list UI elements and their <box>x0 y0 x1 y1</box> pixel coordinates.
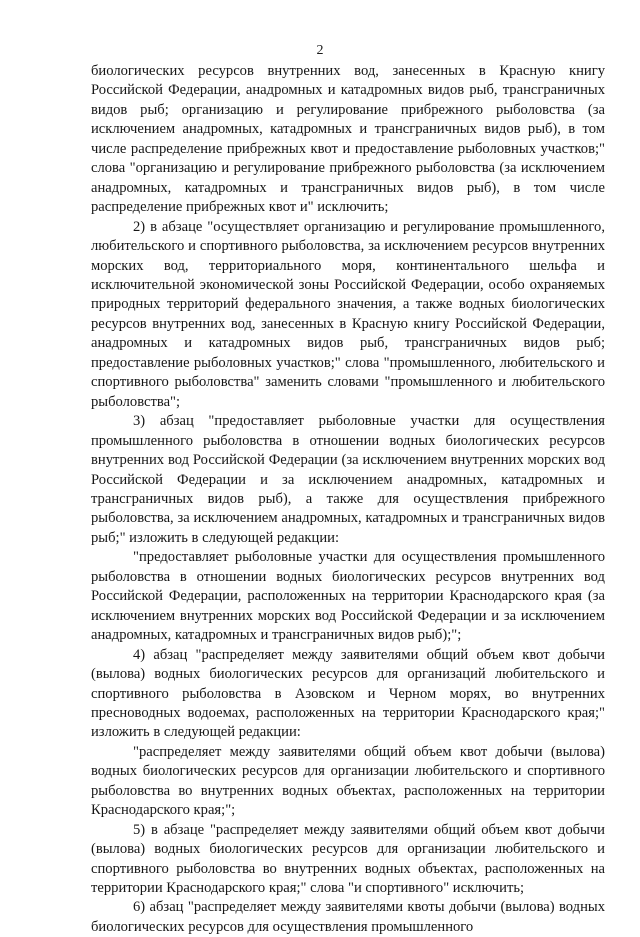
paragraph-item-4: 4) абзац "распределяет между заявителями общий объем квот добычи (вылова) водных биологических ресурсов для организаций любительского и спортивного рыболовства в Азовском и Черном морях, во внутренних пресноводных водоемах, расположенных на территории Краснодарского края;" изложить в следующей редакции: <box>91 646 605 741</box>
document-body <box>91 62 605 937</box>
paragraph-continuation: биологических ресурсов внутренних вод, занесенных в Красную книгу Российской Федерации, анадромных и катадромных видов рыб, трансграничных видов рыб; организацию и регулирование прибрежного рыболовства (за исключением анадромных, катадромных и трансграничных видов рыб), в том числе распределение прибрежных квот и предоставление рыболовных участков;" слова "организацию и регулирование прибрежного рыболовства (за исключением анадромных, катадромных и трансграничных видов рыб), в том числе распределение прибрежных квот и" исключить; <box>91 63 605 216</box>
paragraph-quote-4: "распределяет между заявителями общий объем квот добычи (вылова) водных биологических ресурсов для организации любительского и спортивного рыболовства во внутренних водных объектах, расположенных на территории Краснодарского края;"; <box>91 743 605 819</box>
paragraph-item-2: 2) в абзаце "осуществляет организацию и регулирование промышленного, любительского и спортивного рыболовства, за исключением ресурсов внутренних морских вод, территориального моря, континентального шельфа и исключительной экономической зоны Российской Федерации, особо охраняемых природных территорий федерального значения, а также водных биологических ресурсов внутренних вод, занесенных в Красную книгу Российской Федерации, анадромных и катадромных видов рыб, трансграничных видов рыб; предоставление рыболовных участков;" слова "промышленного, любительского и спортивного рыболовства" заменить словами "промышленного и любительского рыболовства"; <box>91 218 605 410</box>
paragraph-item-3: 3) абзац "предоставляет рыболовные участки для осуществления промышленного рыболовства в отношении водных биологических ресурсов внутренних вод Российской Федерации (за исключением внутренних морских вод Российской Федерации и за исключением анадромных, катадромных и трансграничных видов рыб), а также для осуществления прибрежного рыболовства, за исключением анадромных, катадромных и трансграничных видов рыб;" изложить в следующей редакции: <box>91 413 605 546</box>
paragraph-item-5: 5) в абзаце "распределяет между заявителями общий объем квот добычи (вылова) водных биологических ресурсов для организации любительского и спортивного рыболовства во внутренних водных объектах, расположенных на территории Краснодарского края;" слова "и спортивного" исключить; <box>91 821 605 897</box>
paragraph-item-6: 6) абзац "распределяет между заявителями квоты добычи (вылова) водных биологических ресурсов для осуществления промышленного <box>91 899 605 935</box>
paragraph-quote-3: "предоставляет рыболовные участки для осуществления промышленного рыболовства в отношении водных биологических ресурсов внутренних вод Российской Федерации, расположенных на территории Краснодарского края (за исключением внутренних морских вод Российской Федерации и за исключением анадромных, катадромных и трансграничных видов рыб);"; <box>91 549 605 644</box>
page-number: 2 <box>316 43 324 58</box>
